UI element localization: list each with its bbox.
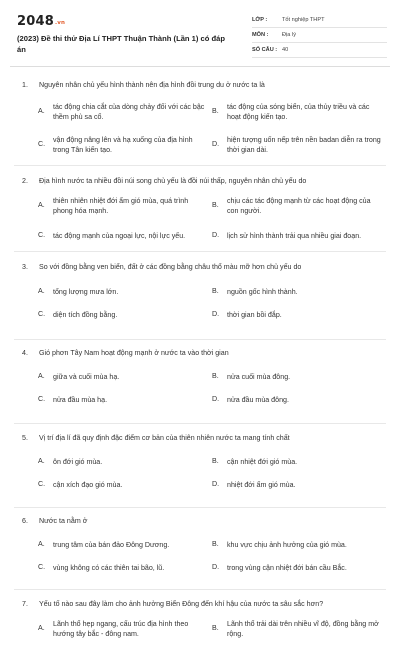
question-5 xyxy=(0,424,400,508)
option-letter: B. xyxy=(212,624,219,632)
option-d[interactable] xyxy=(212,395,382,423)
question-stem: Yếu tố nào sau đây làm cho ảnh hưởng Biển Đông đến khí hậu của nước ta sâu sắc hơn? xyxy=(39,600,324,608)
question-text xyxy=(22,80,382,90)
question-number: 7. xyxy=(22,600,28,608)
option-c[interactable] xyxy=(38,135,208,163)
option-letter: B. xyxy=(212,540,219,548)
option-letter: A. xyxy=(38,201,45,209)
question-stem: So với đồng bằng ven biển, đất ở các đồng bằng châu thổ màu mỡ hơn chủ yếu do xyxy=(39,263,302,271)
option-d[interactable] xyxy=(212,135,382,163)
meta-label: LỚP : xyxy=(252,17,268,23)
option-text: Lãnh thổ trải dài trên nhiều vĩ độ, đồng bằng mở rộng. xyxy=(227,620,379,638)
question-number: 2. xyxy=(22,177,28,185)
option-letter: B. xyxy=(212,457,219,465)
option-c[interactable] xyxy=(38,395,208,423)
meta-label: MÔN : xyxy=(252,32,269,38)
option-a[interactable] xyxy=(38,619,208,647)
option-letter: C. xyxy=(38,140,46,148)
question-text xyxy=(22,348,382,358)
option-text: khu vực chịu ảnh hưởng của gió mùa. xyxy=(227,541,347,549)
question-3 xyxy=(0,252,400,340)
option-letter: A. xyxy=(38,107,45,115)
question-stem: Vị trí địa lí đã quy định đặc điểm cơ bản của thiên nhiên nước ta mang tính chất xyxy=(39,434,290,442)
question-2 xyxy=(0,166,400,252)
meta-value: Tốt nghiệp THPT xyxy=(282,17,325,23)
option-b[interactable] xyxy=(212,619,382,647)
option-letter: B. xyxy=(212,201,219,209)
option-text: nửa cuối mùa đông. xyxy=(227,373,291,381)
question-text xyxy=(22,516,382,526)
question-number: 6. xyxy=(22,517,28,525)
question-stem: Địa hình nước ta nhiều đồi núi song chủ yếu là đồi núi thấp, nguyên nhân chủ yếu do xyxy=(39,177,307,185)
meta-row-class xyxy=(252,13,387,28)
page-title: (2023) Đề thi thử Địa Lí THPT Thuận Thành (Lần 1) có đáp án xyxy=(17,34,226,54)
question-stem: Gió phơn Tây Nam hoạt động mạnh ở nước ta vào thời gian xyxy=(39,349,229,357)
option-a[interactable] xyxy=(38,102,208,130)
option-text: nửa đầu mùa đông. xyxy=(227,396,289,404)
option-text: tác động chia cắt của dòng chảy đối với các bậc thềm phù sa cổ. xyxy=(53,103,205,121)
option-letter: D. xyxy=(212,480,220,488)
option-letter: C. xyxy=(38,395,46,403)
logo-sub: .vn xyxy=(54,20,66,26)
option-text: tác động mạnh của ngoại lực, nội lực yếu. xyxy=(53,232,186,240)
header-divider xyxy=(10,66,390,67)
question-1 xyxy=(0,80,400,166)
option-text: thiên nhiên nhiệt đới ẩm gió mùa, quá trình phong hóa mạnh. xyxy=(53,197,189,215)
option-text: Lãnh thổ hẹp ngang, cấu trúc địa hình theo hướng tây bắc - đông nam. xyxy=(53,620,189,638)
option-text: ôn đới gió mùa. xyxy=(53,458,103,466)
option-letter: D. xyxy=(212,563,220,571)
question-number: 5. xyxy=(22,434,28,442)
option-c[interactable] xyxy=(38,480,208,508)
question-text xyxy=(22,433,382,443)
option-b[interactable] xyxy=(212,196,382,224)
logo-main: 2048 xyxy=(17,14,54,29)
option-letter: C. xyxy=(38,563,46,571)
question-4 xyxy=(0,340,400,424)
option-letter: A. xyxy=(38,457,45,465)
question-text xyxy=(22,262,382,272)
meta-value: Địa lý xyxy=(282,32,296,38)
meta-row-count xyxy=(252,43,387,58)
option-letter: B. xyxy=(212,372,219,380)
option-text: nhiệt đới ẩm gió mùa. xyxy=(227,481,296,489)
question-number: 3. xyxy=(22,263,28,271)
option-text: lịch sử hình thành trải qua nhiều giai đoạn. xyxy=(227,232,362,240)
question-7 xyxy=(0,590,400,650)
question-text xyxy=(22,599,382,609)
option-c[interactable] xyxy=(38,310,208,338)
option-letter: C. xyxy=(38,480,46,488)
option-letter: C. xyxy=(38,231,46,239)
option-letter: B. xyxy=(212,107,219,115)
option-a[interactable] xyxy=(38,196,208,224)
option-letter: A. xyxy=(38,540,45,548)
option-letter: B. xyxy=(212,287,219,295)
question-6 xyxy=(0,508,400,590)
question-number: 4. xyxy=(22,349,28,357)
option-letter: D. xyxy=(212,310,220,318)
option-text: giữa và cuối mùa hạ. xyxy=(53,373,120,381)
meta-value: 40 xyxy=(282,47,289,53)
question-stem: Nguyên nhân chủ yếu hình thành nên địa hình đồi trung du ở nước ta là xyxy=(39,81,265,89)
option-text: vùng không có các thiên tai bão, lũ. xyxy=(53,564,165,572)
option-text: nửa đầu mùa hạ. xyxy=(53,396,108,404)
option-text: tác động của sóng biển, của thủy triều và các hoạt động kiến tạo. xyxy=(227,103,370,121)
site-logo[interactable] xyxy=(17,14,65,29)
option-letter: A. xyxy=(38,372,45,380)
option-letter: A. xyxy=(38,287,45,295)
option-text: trong vùng cận nhiệt đới bán cầu Bắc. xyxy=(227,564,347,572)
option-c[interactable] xyxy=(38,563,208,591)
exam-meta xyxy=(252,13,387,58)
meta-label: SỐ CÂU : xyxy=(252,47,278,53)
option-text: thời gian bồi đắp. xyxy=(227,311,282,319)
option-letter: A. xyxy=(38,624,45,632)
option-text: trung tâm của bán đảo Đông Dương. xyxy=(53,541,170,549)
option-letter: D. xyxy=(212,140,220,148)
option-text: nguồn gốc hình thành. xyxy=(227,288,298,296)
header xyxy=(0,0,400,68)
option-d[interactable] xyxy=(212,310,382,338)
option-letter: D. xyxy=(212,395,220,403)
option-text: cận xích đạo gió mùa. xyxy=(53,481,123,489)
option-d[interactable] xyxy=(212,563,382,591)
option-text: vận động nâng lên và hạ xuống của địa hình trong Tân kiến tạo. xyxy=(53,136,193,154)
question-stem: Nước ta nằm ở xyxy=(39,517,88,525)
meta-row-subject xyxy=(252,28,387,43)
option-text: hiện tượng uốn nếp trên nền badan diễn ra trong thời gian dài. xyxy=(227,136,381,154)
option-text: tổng lượng mưa lớn. xyxy=(53,288,119,296)
option-letter: C. xyxy=(38,310,46,318)
option-text: diện tích đồng bằng. xyxy=(53,311,118,319)
option-d[interactable] xyxy=(212,480,382,508)
option-text: chịu các tác động mạnh từ các hoạt động của con người. xyxy=(227,197,371,215)
option-text: cận nhiệt đới gió mùa. xyxy=(227,458,298,466)
question-number: 1. xyxy=(22,81,28,89)
option-letter: D. xyxy=(212,231,220,239)
question-list xyxy=(0,80,400,650)
question-text xyxy=(22,176,382,186)
option-b[interactable] xyxy=(212,102,382,130)
